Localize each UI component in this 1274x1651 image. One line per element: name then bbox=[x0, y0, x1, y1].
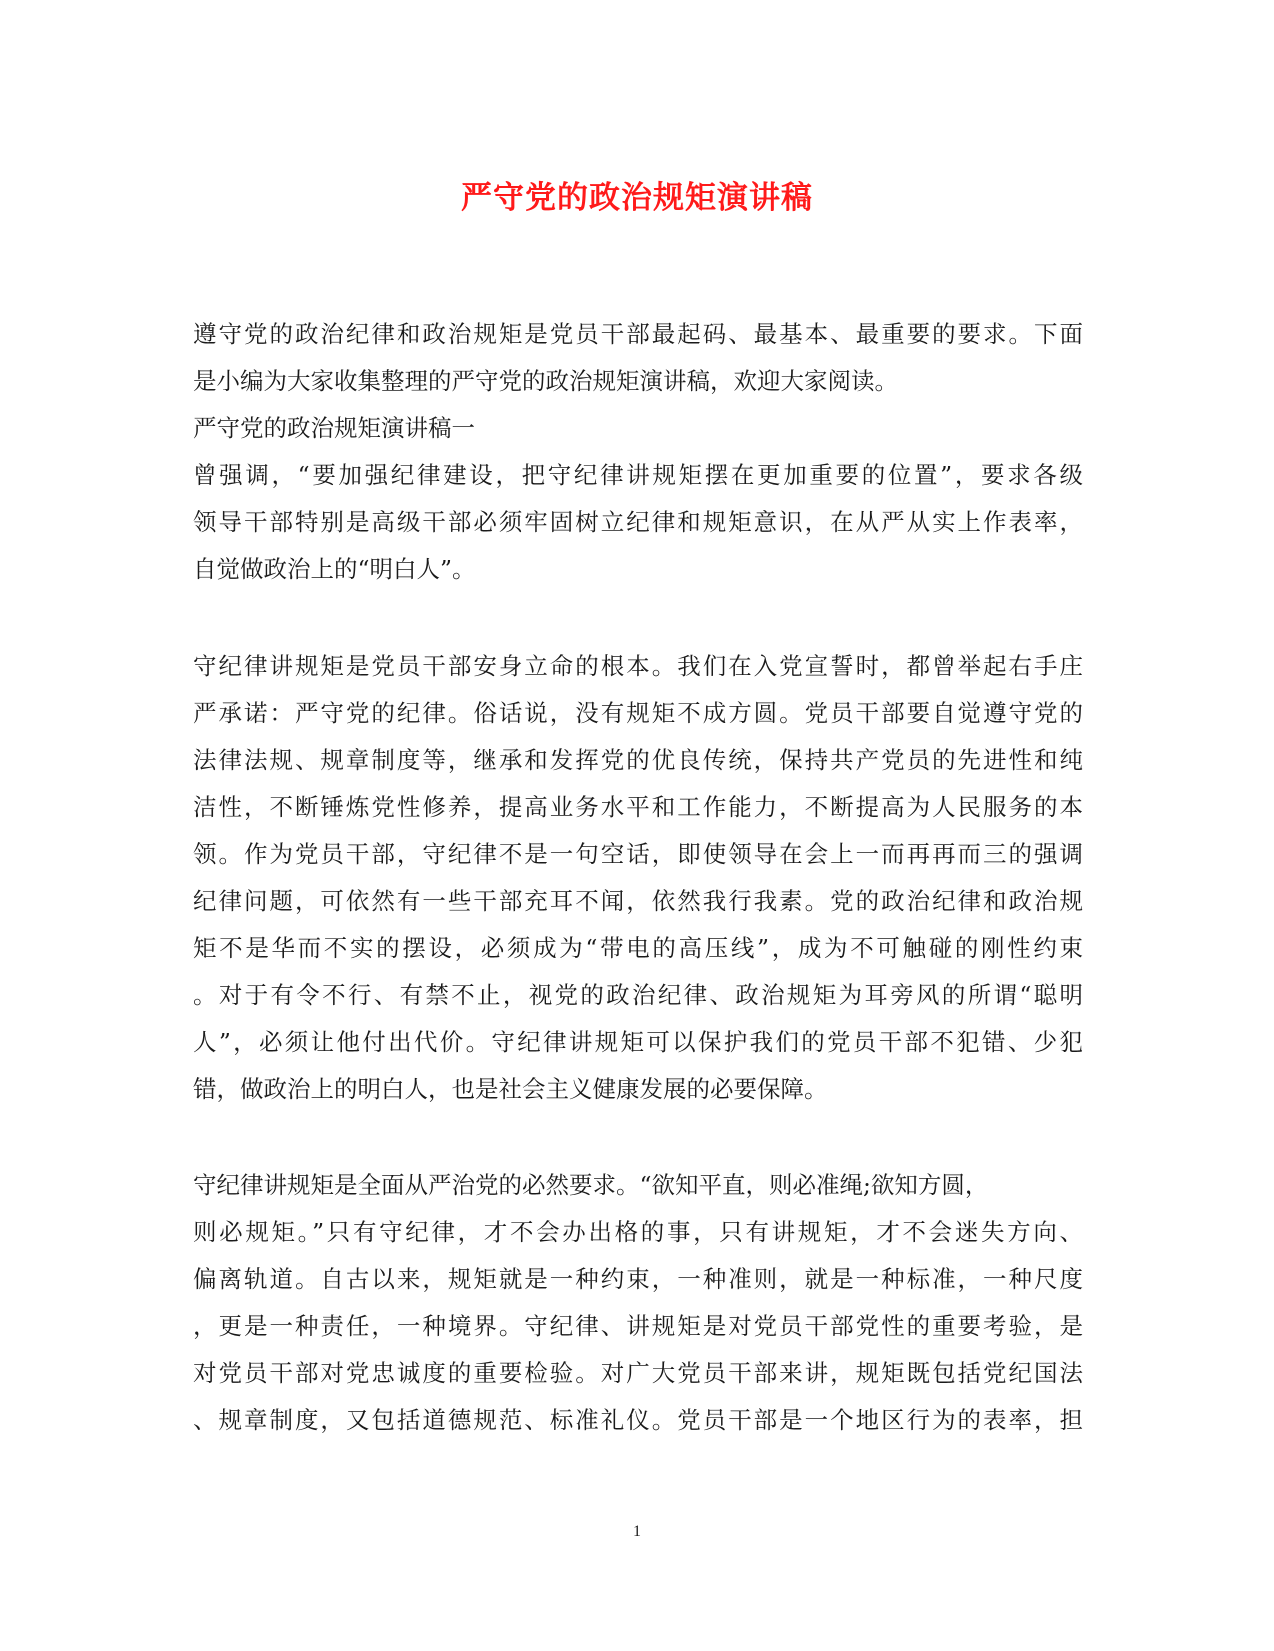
text-line: 是小编为大家收集整理的严守党的政治规矩演讲稿，欢迎大家阅读。 bbox=[193, 367, 898, 395]
text-line: 遵守党的政治纪律和政治规矩是党员干部最起码、最基本、最重要的要求。下面 bbox=[193, 320, 1083, 348]
text-line: 领导干部特别是高级干部必须牢固树立纪律和规矩意识，在从严从实上作表率， bbox=[193, 508, 1083, 536]
text-line: 对党员干部对党忠诚度的重要检验。对广大党员干部来讲，规矩既包括党纪国法 bbox=[193, 1359, 1083, 1387]
text-line: 领。作为党员干部，守纪律不是一句空话，即使领导在会上一而再再而三的强调 bbox=[193, 840, 1083, 868]
text-line: 则必规矩。”只有守纪律，才不会办出格的事，只有讲规矩，才不会迷失方向、 bbox=[193, 1218, 1083, 1246]
text-line: 纪律问题，可依然有一些干部充耳不闻，依然我行我素。党的政治纪律和政治规 bbox=[193, 887, 1083, 915]
text-line: 守纪律讲规矩是全面从严治党的必然要求。“欲知平直，则必准绳;欲知方圆， bbox=[193, 1171, 989, 1199]
text-line: 。对于有令不行、有禁不止，视党的政治纪律、政治规矩为耳旁风的所谓“聪明 bbox=[193, 981, 1083, 1009]
text-line: 偏离轨道。自古以来，规矩就是一种约束，一种准则，就是一种标准，一种尺度 bbox=[193, 1265, 1083, 1293]
document-title: 严守党的政治规矩演讲稿 bbox=[461, 180, 813, 216]
text-line: 自觉做政治上的“明白人”。 bbox=[193, 555, 476, 583]
text-line: 守纪律讲规矩是党员干部安身立命的根本。我们在入党宣誓时，都曾举起右手庄 bbox=[193, 652, 1083, 680]
page-number: 1 bbox=[633, 1523, 641, 1540]
text-line: 洁性，不断锤炼党性修养，提高业务水平和工作能力，不断提高为人民服务的本 bbox=[193, 793, 1083, 821]
text-line: 错，做政治上的明白人，也是社会主义健康发展的必要保障。 bbox=[193, 1075, 828, 1103]
text-line: 曾强调，“要加强纪律建设，把守纪律讲规矩摆在更加重要的位置”，要求各级 bbox=[193, 461, 1083, 489]
text-line: 矩不是华而不实的摆设，必须成为“带电的高压线”，成为不可触碰的刚性约束 bbox=[193, 934, 1083, 962]
text-line: 人”，必须让他付出代价。守纪律讲规矩可以保护我们的党员干部不犯错、少犯 bbox=[193, 1028, 1083, 1056]
text-line: 严承诺：严守党的纪律。俗话说，没有规矩不成方圆。党员干部要自觉遵守党的 bbox=[193, 699, 1083, 727]
text-line: 、规章制度，又包括道德规范、标准礼仪。党员干部是一个地区行为的表率，担 bbox=[193, 1406, 1083, 1434]
section-heading: 严守党的政治规矩演讲稿一 bbox=[193, 414, 475, 442]
text-line: ，更是一种责任，一种境界。守纪律、讲规矩是对党员干部党性的重要考验，是 bbox=[193, 1312, 1083, 1340]
text-line: 法律法规、规章制度等，继承和发挥党的优良传统，保持共产党员的先进性和纯 bbox=[193, 746, 1083, 774]
